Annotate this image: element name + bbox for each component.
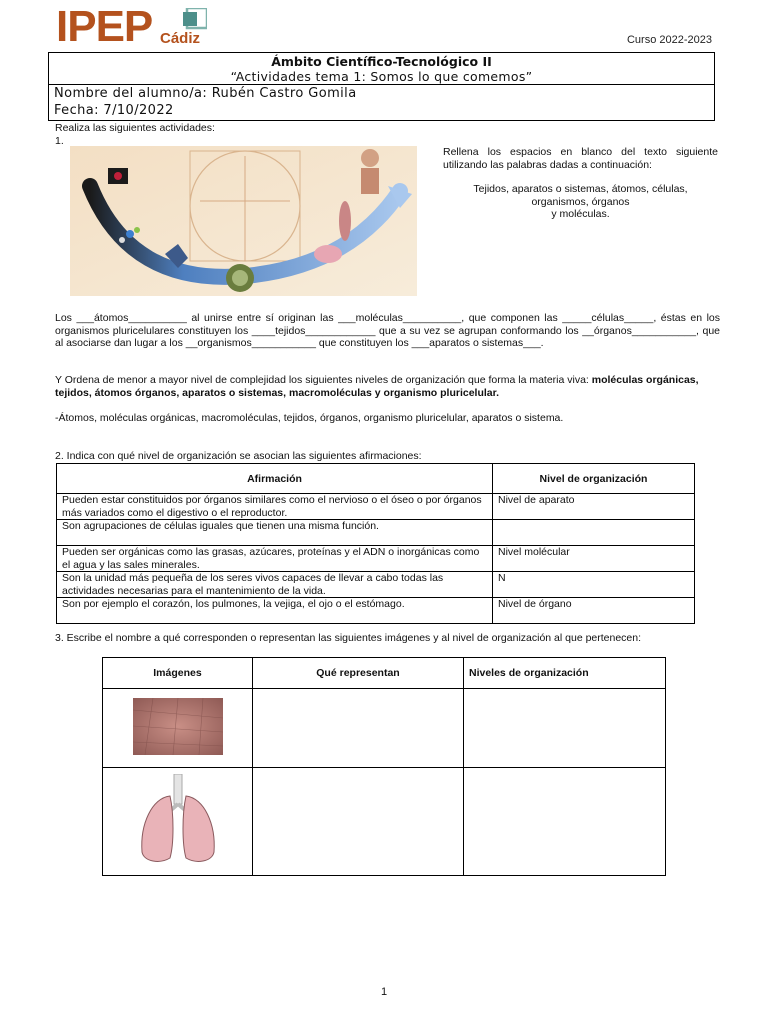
level-cell[interactable] xyxy=(464,768,666,876)
column-header-represents: Qué representan xyxy=(253,658,464,689)
word-bank xyxy=(443,183,718,221)
course-year: Curso 2022-2023 xyxy=(626,34,712,46)
lungs-icon xyxy=(136,774,220,866)
organization-levels-illustration xyxy=(70,146,417,296)
column-header-images: Imágenes xyxy=(103,658,253,689)
order-answer: -Átomos, moléculas orgánicas, macromoléculas, tejidos, órganos, organismo pluricelular, aparatos o sistema. xyxy=(55,412,564,424)
logo-city: Cádiz xyxy=(160,30,201,47)
statements-table xyxy=(56,463,695,624)
represents-cell[interactable] xyxy=(253,689,464,768)
column-header-level: Nivel de organización xyxy=(493,464,695,494)
column-header-statement: Afirmación xyxy=(57,464,493,494)
level-cell[interactable] xyxy=(464,689,666,768)
skin-photo-icon xyxy=(133,698,223,755)
intro-text xyxy=(55,122,720,147)
statement-cell: Son la unidad más pequeña de los seres vivos capaces de llevar a cabo todas las actividades necesarias para el mantenimiento de la vida. xyxy=(57,572,493,598)
table-row xyxy=(57,494,695,520)
exercise-2-title: 2. Indica con qué nivel de organización se asocian las siguientes afirmaciones: xyxy=(55,450,422,462)
document-subtitle: “Actividades tema 1: Somos lo que comemos” xyxy=(230,69,533,84)
order-instruction xyxy=(55,374,720,399)
represents-cell[interactable] xyxy=(253,768,464,876)
level-cell[interactable]: N xyxy=(493,572,695,598)
table-row xyxy=(57,546,695,572)
table-row xyxy=(103,768,666,876)
word-bank-line: y moléculas. xyxy=(551,208,610,220)
logo-wordmark: IPEP xyxy=(56,2,153,51)
word-bank-line: organismos, órganos xyxy=(531,195,630,208)
level-cell[interactable]: Nivel de órgano xyxy=(493,598,695,624)
document-header xyxy=(48,52,715,85)
table-row xyxy=(57,572,695,598)
document-title: Ámbito Científico-Tecnológico II xyxy=(271,54,492,69)
table-row xyxy=(57,520,695,546)
page-number: 1 xyxy=(380,986,388,998)
fill-in-paragraph: Los ___átomos__________ al unirse entre sí originan las ___moléculas__________, que componen las _____células_____, éstas en los organismos pluricelulares constituyen los ____tejidos____________ que a su vez se agrupan conformando los __órganos___________, que al asociarse dan lugar a los __organismos___________ que constituyen los ___aparatos o sistemas___. xyxy=(55,312,720,349)
student-info xyxy=(48,85,715,121)
logo-square-icon xyxy=(183,8,207,32)
word-bank-line: Tejidos, aparatos o sistemas, átomos, células, xyxy=(473,183,688,195)
image-cell xyxy=(103,768,253,876)
order-prefix: Y Ordena de menor a mayor nivel de complejidad los siguientes niveles de organización que forma la materia viva: xyxy=(55,374,592,386)
statement-cell: Son agrupaciones de células iguales que tienen una misma función. xyxy=(57,520,493,546)
level-cell[interactable] xyxy=(493,520,695,546)
statement-cell: Pueden estar constituidos por órganos similares como el nervioso o el óseo o por órganos más variados como el digestivo o el reproductor. xyxy=(57,494,493,520)
statement-cell: Pueden ser orgánicas como las grasas, azúcares, proteínas y el ADN o inorgánicas como el agua y las sales minerales. xyxy=(57,546,493,572)
level-cell[interactable]: Nivel de aparato xyxy=(493,494,695,520)
level-cell[interactable]: Nivel molécular xyxy=(493,546,695,572)
image-cell xyxy=(103,689,253,768)
order-items: moléculas orgánicas, tejidos, átomos órganos, aparatos o sistemas, macromoléculas y organismo pluricelular. xyxy=(55,374,699,399)
exercise-3-title: 3. Escribe el nombre a qué corresponden o representan las siguientes imágenes y al nivel de organización al que pertenecen: xyxy=(55,632,642,644)
table-row xyxy=(103,689,666,768)
student-name: Nombre del alumno/a: Rubén Castro Gomila xyxy=(54,86,357,101)
intro-instruction: Realiza las siguientes actividades: xyxy=(55,122,215,134)
statement-cell: Son por ejemplo el corazón, los pulmones, la vejiga, el ojo o el estómago. xyxy=(57,598,493,624)
images-table xyxy=(102,657,666,876)
table-row xyxy=(57,598,695,624)
exercise-1-number: 1. xyxy=(55,134,64,147)
date-line: Fecha: 7/10/2022 xyxy=(54,103,174,118)
column-header-levels: Niveles de organización xyxy=(464,658,666,689)
exercise-1-instruction: Rellena los espacios en blanco del texto siguiente utilizando las palabras dadas a continuación: xyxy=(443,146,718,171)
